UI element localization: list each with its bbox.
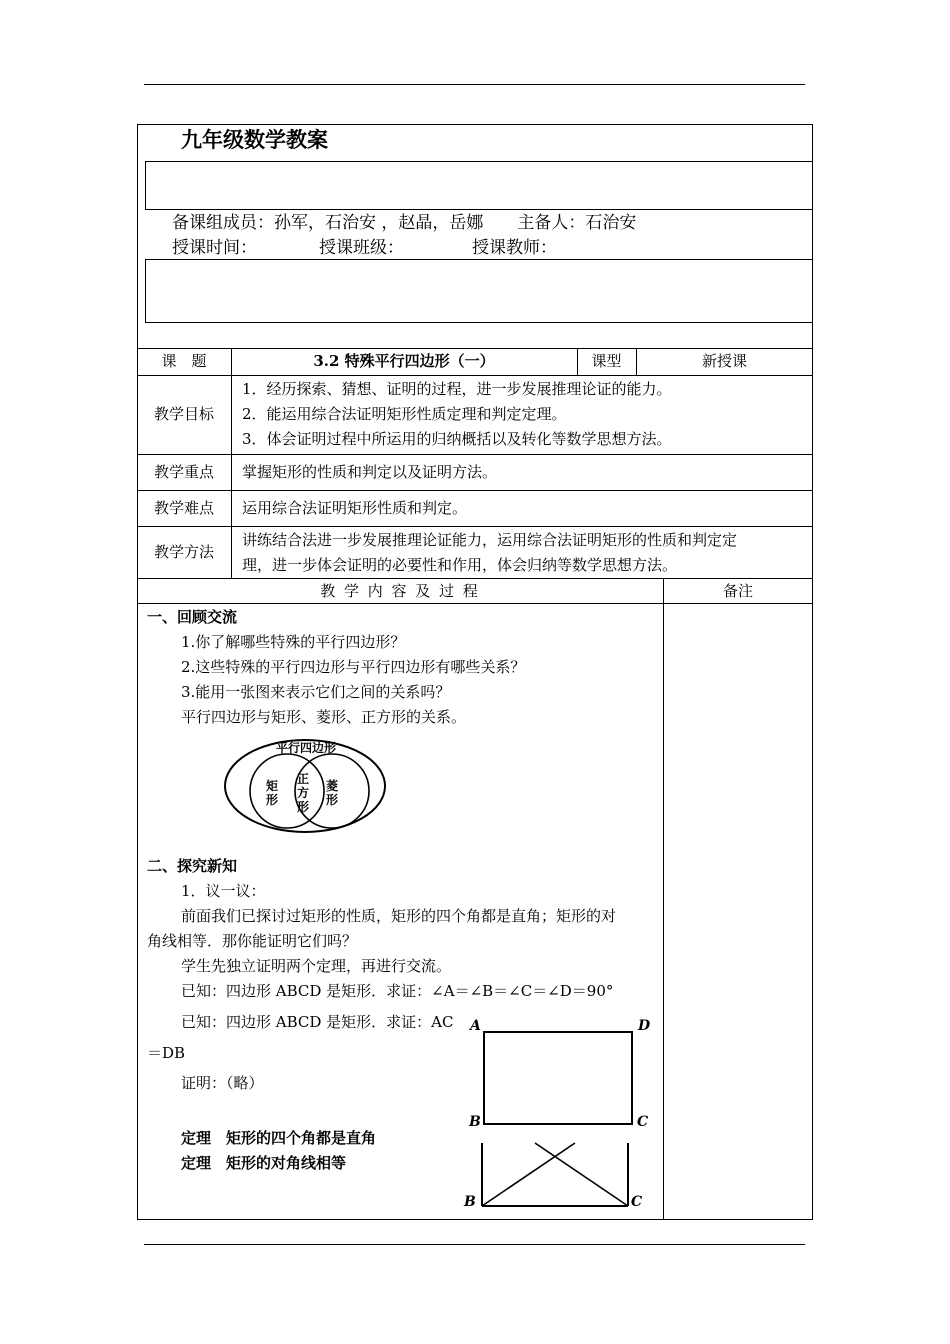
type-label: 课型 — [591, 352, 622, 370]
content-header: 教 学 内 容 及 过 程 — [320, 582, 480, 600]
difficulty-label: 教学难点 — [153, 499, 214, 517]
top-rule — [144, 84, 805, 85]
given-statement-1: 已知：四边形 ABCD 是矩形．求证：∠A＝∠B＝∠C＝∠D＝90° — [181, 982, 614, 1000]
question-2: 2.这些特殊的平行四边形与平行四边形有哪些关系？ — [181, 658, 526, 676]
paragraph-line: 角线相等．那你能证明它们吗？ — [147, 932, 358, 950]
type-value: 新授课 — [701, 352, 747, 370]
vertex-label-c: C — [637, 1114, 649, 1130]
goal-item: 1．经历探索、猜想、证明的过程，进一步发展推理论证的能力。 — [242, 380, 672, 398]
vertex-label-b2: B — [464, 1194, 476, 1210]
row-line — [137, 375, 813, 376]
difficulty-text: 运用综合法证明矩形性质和判定。 — [242, 499, 468, 517]
focus-label: 教学重点 — [153, 463, 214, 481]
relation-text: 平行四边形与矩形、菱形、正方形的关系。 — [181, 708, 467, 726]
goal-item: 3．体会证明过程中所运用的归纳概括以及转化等数学思想方法。 — [242, 430, 672, 448]
venn-outer-label: 平行四边形 — [276, 741, 337, 755]
content-header-line — [137, 603, 813, 604]
vertex-label-d: D — [638, 1018, 651, 1034]
venn-right-label: 菱形 — [326, 779, 339, 807]
row-line — [137, 526, 813, 527]
vertex-label-b: B — [469, 1114, 481, 1130]
class-label: 授课班级： — [319, 238, 404, 258]
row-line — [137, 454, 813, 455]
question-3: 3.能用一张图来表示它们之间的关系吗？ — [181, 683, 451, 701]
discuss-heading: 1．议一议： — [181, 882, 266, 900]
given-statement-2-cont: ＝DB — [147, 1044, 186, 1062]
question-1: 1.你了解哪些特殊的平行四边形？ — [181, 633, 406, 651]
focus-text: 掌握矩形的性质和判定以及证明方法。 — [242, 463, 498, 481]
notes-divider — [663, 578, 664, 1220]
venn-middle-label: 正方形 — [297, 772, 310, 814]
teacher-label: 授课教师： — [472, 238, 557, 258]
section-explore: 二、探究新知 — [147, 857, 238, 875]
paragraph-line: 学生先独立证明两个定理，再进行交流。 — [181, 957, 452, 975]
bottom-rule — [144, 1244, 805, 1245]
proof-line: 证明：（略） — [181, 1074, 264, 1092]
row-line — [137, 490, 813, 491]
members-line: 备课组成员：孙军，石治安 ，赵晶，岳娜 主备人：石治安 — [172, 213, 637, 233]
venn-left-label: 矩形 — [266, 779, 279, 807]
theorem-2: 定理 矩形的对角线相等 — [181, 1154, 347, 1172]
vertex-label-c2: C — [631, 1194, 643, 1210]
vertex-label-a: A — [470, 1018, 481, 1034]
goal-item: 2．能运用综合法证明矩形性质定理和判定定理。 — [242, 405, 567, 423]
topic-label: 课 题 — [161, 352, 207, 370]
topic-value: 3.2 特殊平行四边形（一） — [313, 352, 495, 370]
page-title: 九年级数学教案 — [181, 127, 328, 152]
time-label: 授课时间： — [172, 238, 257, 258]
paragraph-line: 前面我们已探讨过矩形的性质，矩形的四个角都是直角；矩形的对 — [181, 907, 617, 925]
goals-label: 教学目标 — [153, 405, 214, 423]
notes-header: 备注 — [722, 582, 753, 600]
given-statement-2: 已知：四边形 ABCD 是矩形．求证：AC — [181, 1013, 454, 1031]
section-review: 一、回顾交流 — [147, 608, 238, 626]
method-label: 教学方法 — [153, 543, 214, 561]
info-col-divider — [231, 348, 232, 579]
method-text: 讲练结合法进一步发展推理论证能力，运用综合法证明矩形的性质和判定定 — [242, 531, 738, 549]
header-blank-box — [145, 161, 813, 210]
theorem-1: 定理 矩形的四个角都是直角 — [181, 1129, 377, 1147]
header-blank-box-2 — [145, 259, 813, 323]
method-text: 理，进一步体会证明的必要性和作用，体会归纳等数学思想方法。 — [242, 556, 678, 574]
